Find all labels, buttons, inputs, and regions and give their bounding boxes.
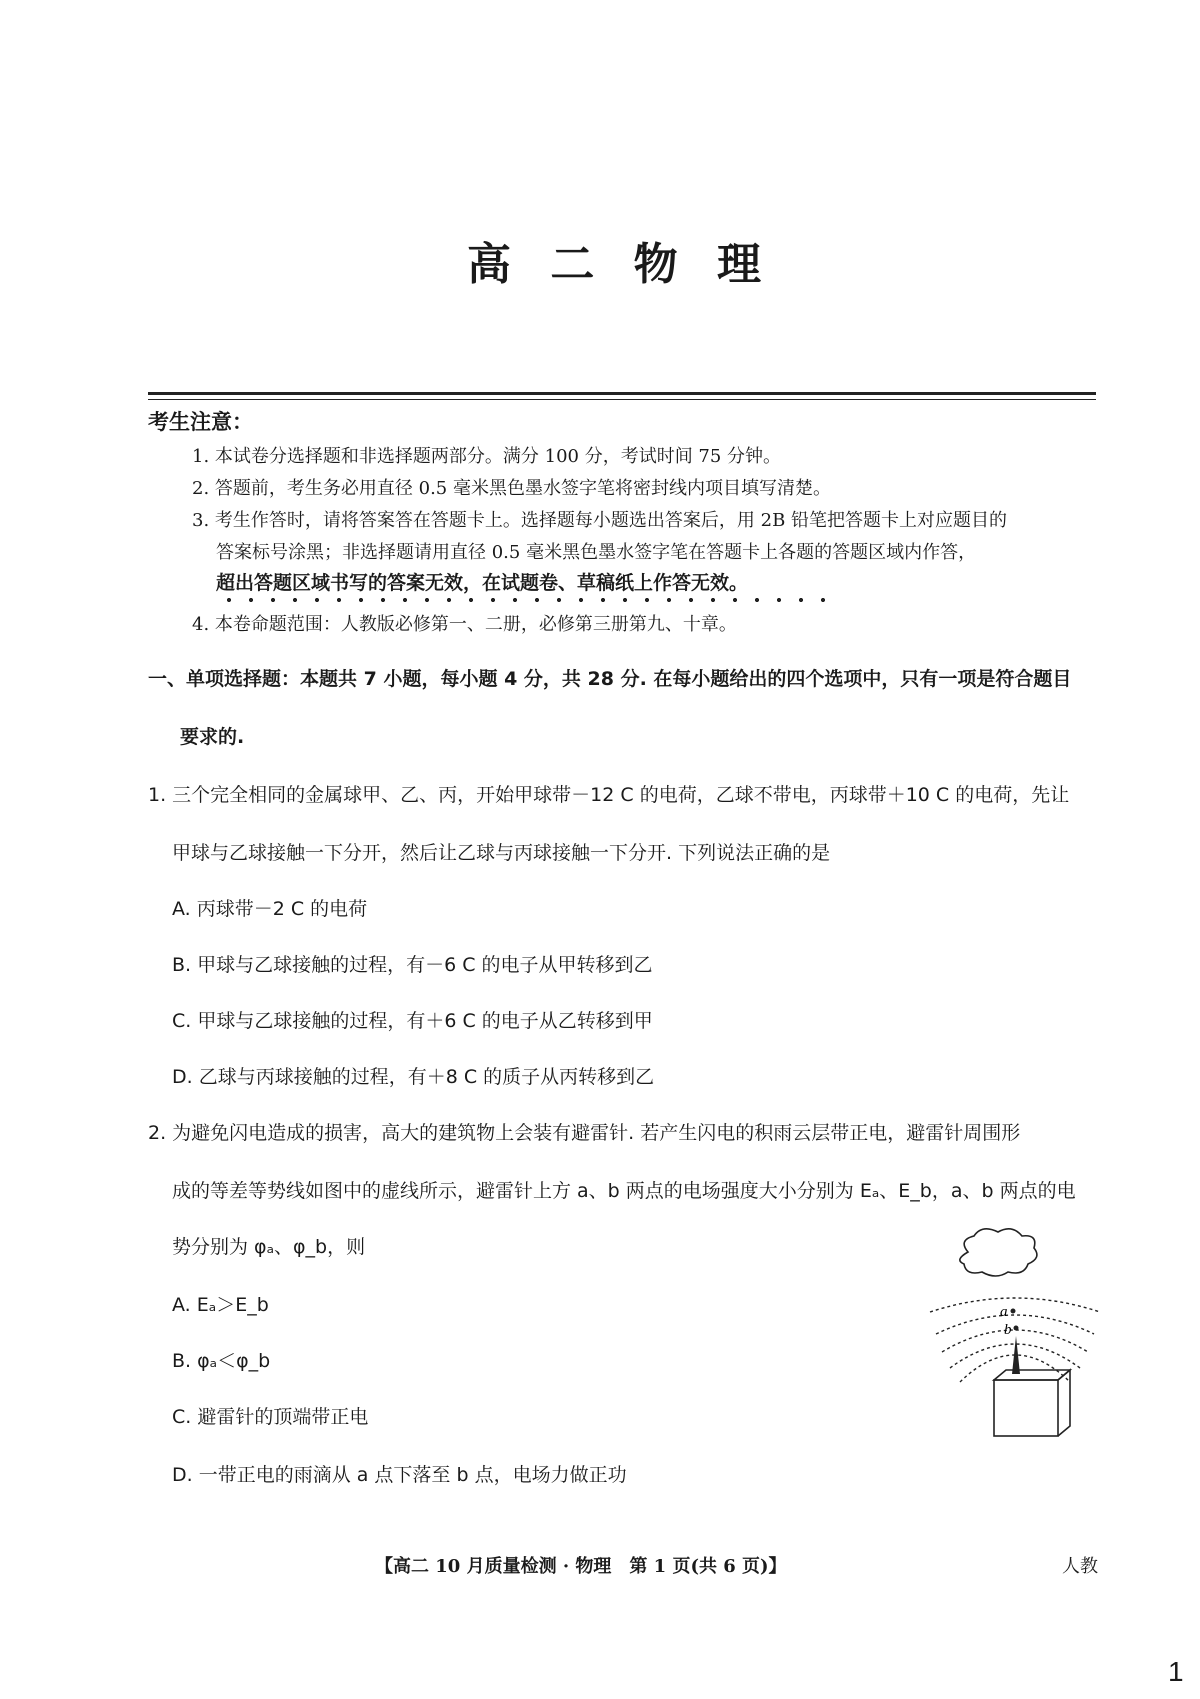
- q1-option-d: D. 乙球与丙球接触的过程，有＋8 C 的质子从丙转移到乙: [172, 1066, 655, 1088]
- building-front: [994, 1380, 1058, 1436]
- q2-option-d: D. 一带正电的雨滴从 a 点下落至 b 点，电场力做正功: [172, 1464, 627, 1486]
- page-title: 高 二 物 理: [467, 239, 773, 290]
- point-a-label: a: [1000, 1304, 1008, 1320]
- emphasis-dots: [218, 596, 838, 604]
- q1-option-c: C. 甲球与乙球接触的过程，有＋6 C 的电子从乙转移到甲: [172, 1010, 653, 1032]
- q2-option-c: C. 避雷针的顶端带正电: [172, 1406, 369, 1428]
- header-rule-thin: [148, 399, 1096, 400]
- point-b-label: b: [1004, 1322, 1012, 1338]
- q2-option-b: B. φₐ＜φ_b: [172, 1350, 271, 1372]
- point-a: [1011, 1309, 1016, 1314]
- notice-item-2: 2. 答题前，考生务必用直径 0.5 毫米黑色墨水签字笔将密封线内项目填写清楚。: [192, 478, 831, 499]
- q2-stem-3: 势分别为 φₐ、φ_b，则: [172, 1236, 366, 1258]
- section-heading-cont: 要求的.: [180, 726, 245, 748]
- cloud-icon: [960, 1229, 1037, 1276]
- q1-stem-2: 甲球与乙球接触一下分开，然后让乙球与丙球接触一下分开. 下列说法正确的是: [172, 842, 831, 864]
- equipotential-line-2: [936, 1315, 1094, 1334]
- section-heading: 一、单项选择题：本题共 7 小题，每小题 4 分，共 28 分. 在每小题给出的四个选项中，只有一项是符合题目: [148, 668, 1072, 690]
- q1-stem-1: 1. 三个完全相同的金属球甲、乙、丙，开始甲球带－12 C 的电荷，乙球不带电，丙球带＋10 C 的电荷，先让: [148, 784, 1070, 806]
- notice-item-3-emphasis: 超出答题区域书写的答案无效，在试题卷、草稿纸上作答无效。: [216, 572, 749, 594]
- header-rule-thick: [148, 392, 1096, 395]
- page-number: 1: [1168, 1656, 1184, 1687]
- lightning-rod-figure: [920, 1224, 1100, 1464]
- notice-heading: 考生注意：: [148, 409, 253, 434]
- q2-stem-1: 2. 为避免闪电造成的损害，高大的建筑物上会装有避雷针. 若产生闪电的积雨云层带正电，避雷针周围形: [148, 1122, 1021, 1144]
- q2-option-a: A. Eₐ＞E_b: [172, 1294, 269, 1316]
- notice-item-4: 4. 本卷命题范围：人教版必修第一、二册，必修第三册第九、十章。: [192, 614, 737, 635]
- q1-option-a: A. 丙球带－2 C 的电荷: [172, 898, 368, 920]
- point-b: [1014, 1326, 1019, 1331]
- footer-text: 【高二 10 月质量检测 · 物理 第 1 页(共 6 页)】: [375, 1556, 787, 1577]
- notice-item-3: 3. 考生作答时，请将答案答在答题卡上。选择题每小题选出答案后，用 2B 铅笔把答题卡上对应题目的: [192, 510, 1008, 531]
- notice-item-3-cont: 答案标号涂黑；非选择题请用直径 0.5 毫米黑色墨水签字笔在答题卡上各题的答题区域内作答，: [216, 542, 977, 563]
- q1-option-b: B. 甲球与乙球接触的过程，有－6 C 的电子从甲转移到乙: [172, 954, 653, 976]
- q2-stem-2: 成的等差等势线如图中的虚线所示，避雷针上方 a、b 两点的电场强度大小分别为 Eₐ、E_b，a、b 两点的电: [172, 1180, 1076, 1202]
- notice-item-1: 1. 本试卷分选择题和非选择题两部分。满分 100 分，考试时间 75 分钟。: [192, 446, 782, 467]
- footer-edition: 人教: [1062, 1556, 1098, 1577]
